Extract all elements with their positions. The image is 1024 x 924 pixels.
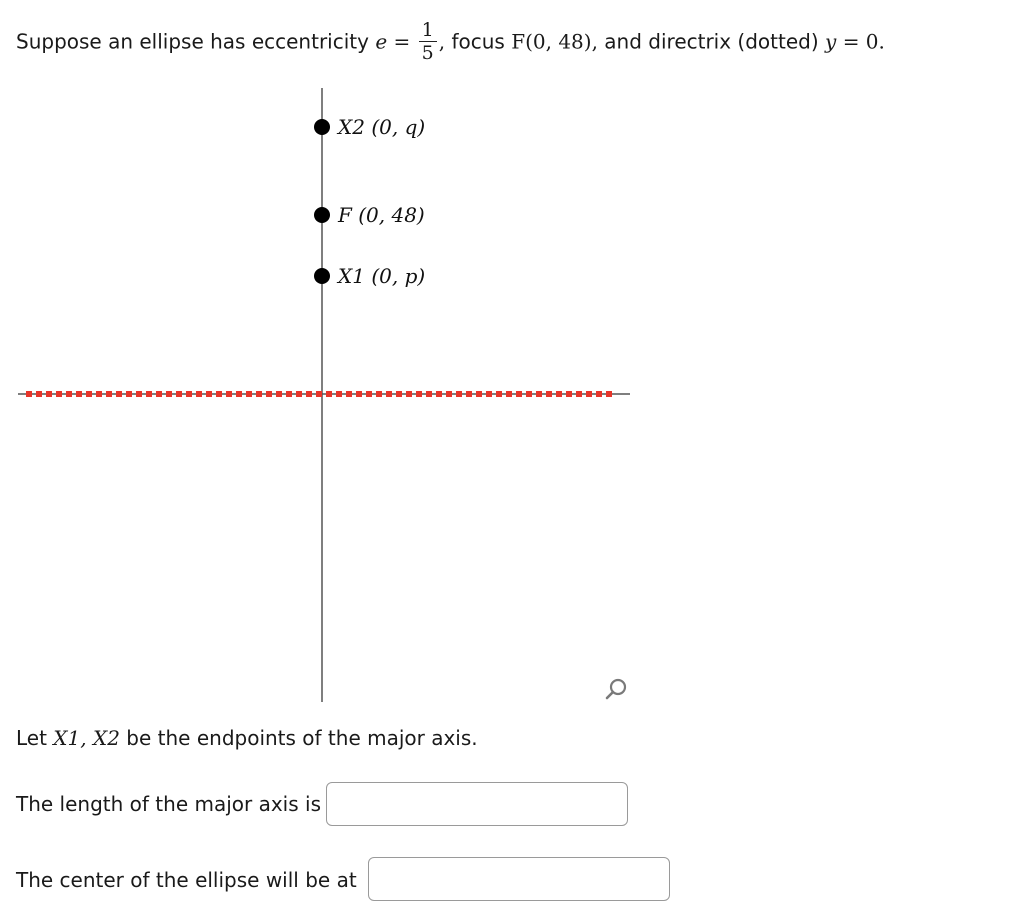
major-axis-length-label: The length of the major axis is [16, 792, 321, 816]
ellipse-center-label: The center of the ellipse will be at [16, 868, 357, 892]
axis-sentence-post: be the endpoints of the major axis. [126, 726, 478, 750]
focus-text: focus [451, 29, 505, 54]
graph-canvas [0, 80, 660, 710]
problem-statement [16, 20, 885, 63]
point-x1[interactable] [314, 268, 330, 284]
major-axis-sentence [16, 726, 478, 750]
comma: , [438, 29, 446, 54]
point-x2-label: X2 (0, q) [338, 115, 426, 139]
point-focus-label: F (0, 48) [338, 203, 425, 227]
fraction-denominator: 5 [421, 42, 434, 64]
directrix-equation: = 0. [842, 29, 885, 54]
magnifier-icon[interactable] [602, 676, 630, 704]
intro-text: Suppose an ellipse has eccentricity [16, 29, 369, 54]
point-focus[interactable] [314, 207, 330, 223]
eccentricity-variable: e [375, 29, 388, 54]
eccentricity-fraction [419, 20, 437, 63]
directrix-text: and directrix (dotted) [604, 29, 819, 54]
point-x1-label: X1 (0, p) [338, 264, 426, 288]
directrix-variable: y [825, 29, 837, 54]
equals-sign: = [393, 29, 411, 54]
major-axis-length-input[interactable] [326, 782, 628, 826]
point-x2[interactable] [314, 119, 330, 135]
ellipse-graph [0, 80, 660, 710]
axis-sentence-pre: Let [16, 726, 47, 750]
focus-expression: F(0, 48), [511, 29, 598, 54]
ellipse-center-input[interactable] [368, 857, 670, 901]
axis-sentence-vars: X1, X2 [53, 726, 120, 750]
fraction-numerator: 1 [421, 19, 434, 41]
